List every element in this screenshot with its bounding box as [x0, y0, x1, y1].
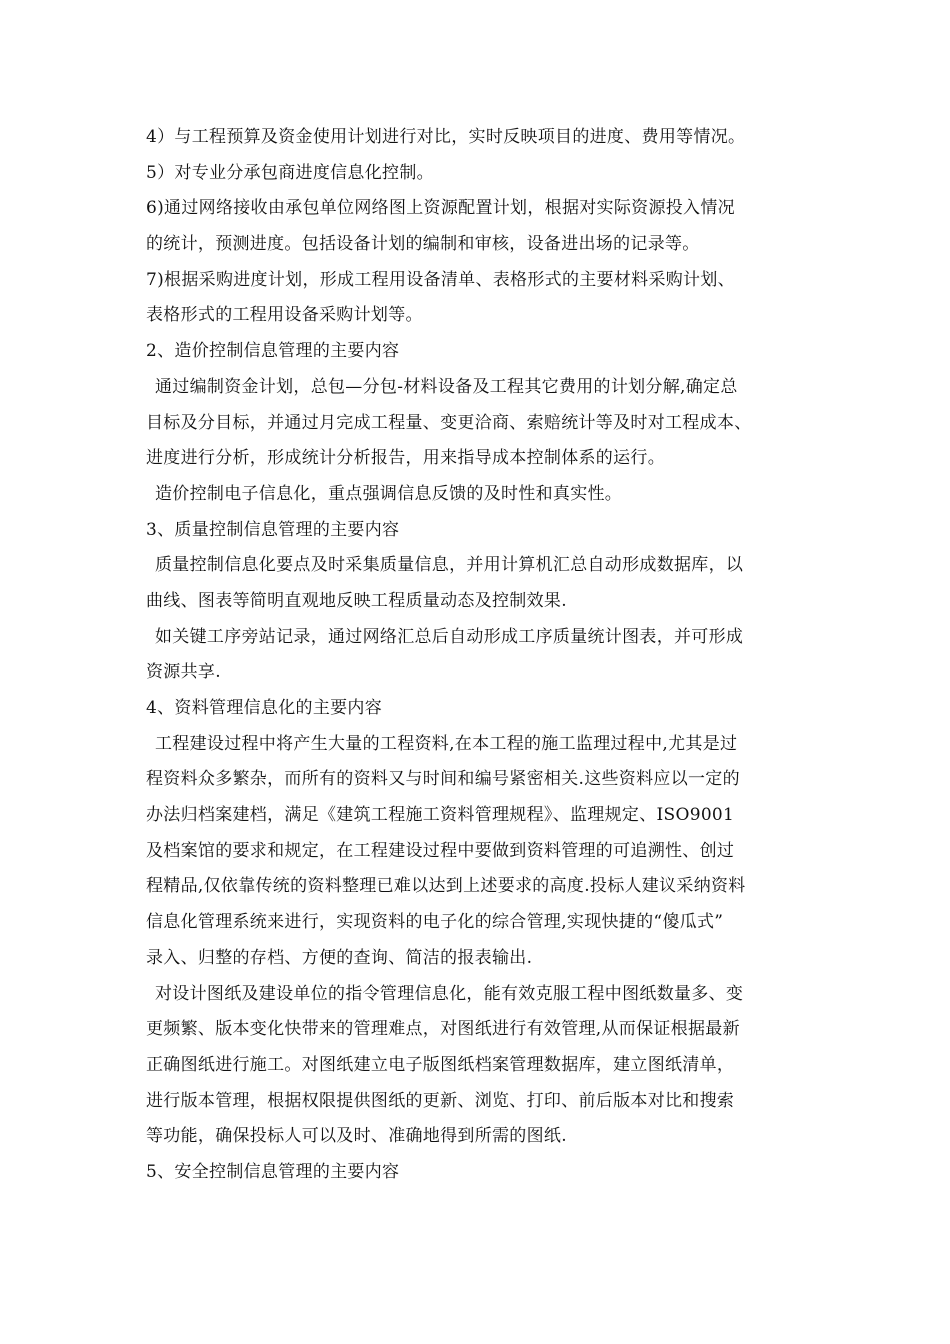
document-body: [146, 124, 826, 1195]
text-line: 6)通过网络接收由承包单位网络图上资源配置计划，根据对实际资源投入情况: [146, 198, 735, 219]
text-line: 5、安全控制信息管理的主要内容: [146, 1161, 400, 1182]
text-line: 更频繁、版本变化快带来的管理难点，对图纸进行有效管理,从而保证根据最新: [146, 1019, 740, 1040]
text-line: 4）与工程预算及资金使用计划进行对比，实时反映项目的进度、费用等情况。: [146, 127, 746, 147]
text-line: 曲线、图表等简明直观地反映工程质量动态及控制效果.: [146, 590, 567, 611]
text-line: 质量控制信息化要点及时采集质量信息，并用计算机汇总自动形成数据库，以: [155, 555, 744, 576]
text-line: 录入、归整的存档、方便的查询、简洁的报表输出.: [146, 947, 533, 968]
text-line: 通过编制资金计划，总包—分包-材料设备及工程其它费用的计划分解,确定总: [155, 376, 738, 397]
text-line: 办法归档案建档，满足《建筑工程施工资料管理规程》、监理规定、ISO9001: [146, 805, 735, 826]
text-line: 程资料众多繁杂，而所有的资料又与时间和编号紧密相关.这些资料应以一定的: [146, 769, 740, 790]
text-line: 4、资料管理信息化的主要内容: [146, 698, 383, 718]
text-line: 正确图纸进行施工。对图纸建立电子版图纸档案管理数据库，建立图纸清单，: [146, 1054, 735, 1075]
text-line: 表格形式的工程用设备采购计划等。: [146, 305, 423, 326]
text-line: 目标及分目标，并通过月完成工程量、变更洽商、索赔统计等及时对工程成本、: [146, 412, 752, 433]
text-line: 7)根据采购进度计划，形成工程用设备清单、表格形式的主要材料采购计划、: [146, 269, 735, 290]
text-line: 工程建设过程中将产生大量的工程资料,在本工程的施工监理过程中,尤其是过: [155, 733, 738, 754]
text-line: 及档案馆的要求和规定，在工程建设过程中要做到资料管理的可追溯性、创过: [146, 840, 735, 861]
text-line: 等功能，确保投标人可以及时、准确地得到所需的图纸.: [146, 1126, 567, 1147]
text-line: 进行版本管理，根据权限提供图纸的更新、浏览、打印、前后版本对比和搜索: [146, 1090, 735, 1111]
text-line: 对设计图纸及建设单位的指令管理信息化，能有效克服工程中图纸数量多、变: [155, 983, 744, 1004]
text-line: 2、造价控制信息管理的主要内容: [146, 341, 400, 362]
text-line: 的统计，预测进度。包括设备计划的编制和审核，设备进出场的记录等。: [146, 234, 700, 255]
text-line: 资源共享.: [146, 662, 221, 683]
text-line: 进度进行分析，形成统计分析报告，用来指导成本控制体系的运行。: [146, 448, 665, 469]
text-line: 程精品,仅依靠传统的资料整理已难以达到上述要求的高度.投标人建议采纳资料: [146, 876, 746, 897]
text-line: 5）对专业分承包商进度信息化控制。: [146, 162, 434, 183]
text-line: 3、质量控制信息管理的主要内容: [146, 519, 400, 540]
text-line: 信息化管理系统来进行，实现资料的电子化的综合管理,实现快捷的“傻瓜式”: [146, 912, 724, 933]
text-line: 如关键工序旁站记录，通过网络汇总后自动形成工序质量统计图表，并可形成: [155, 626, 744, 647]
text-line: 造价控制电子信息化，重点强调信息反馈的及时性和真实性。: [155, 483, 623, 504]
